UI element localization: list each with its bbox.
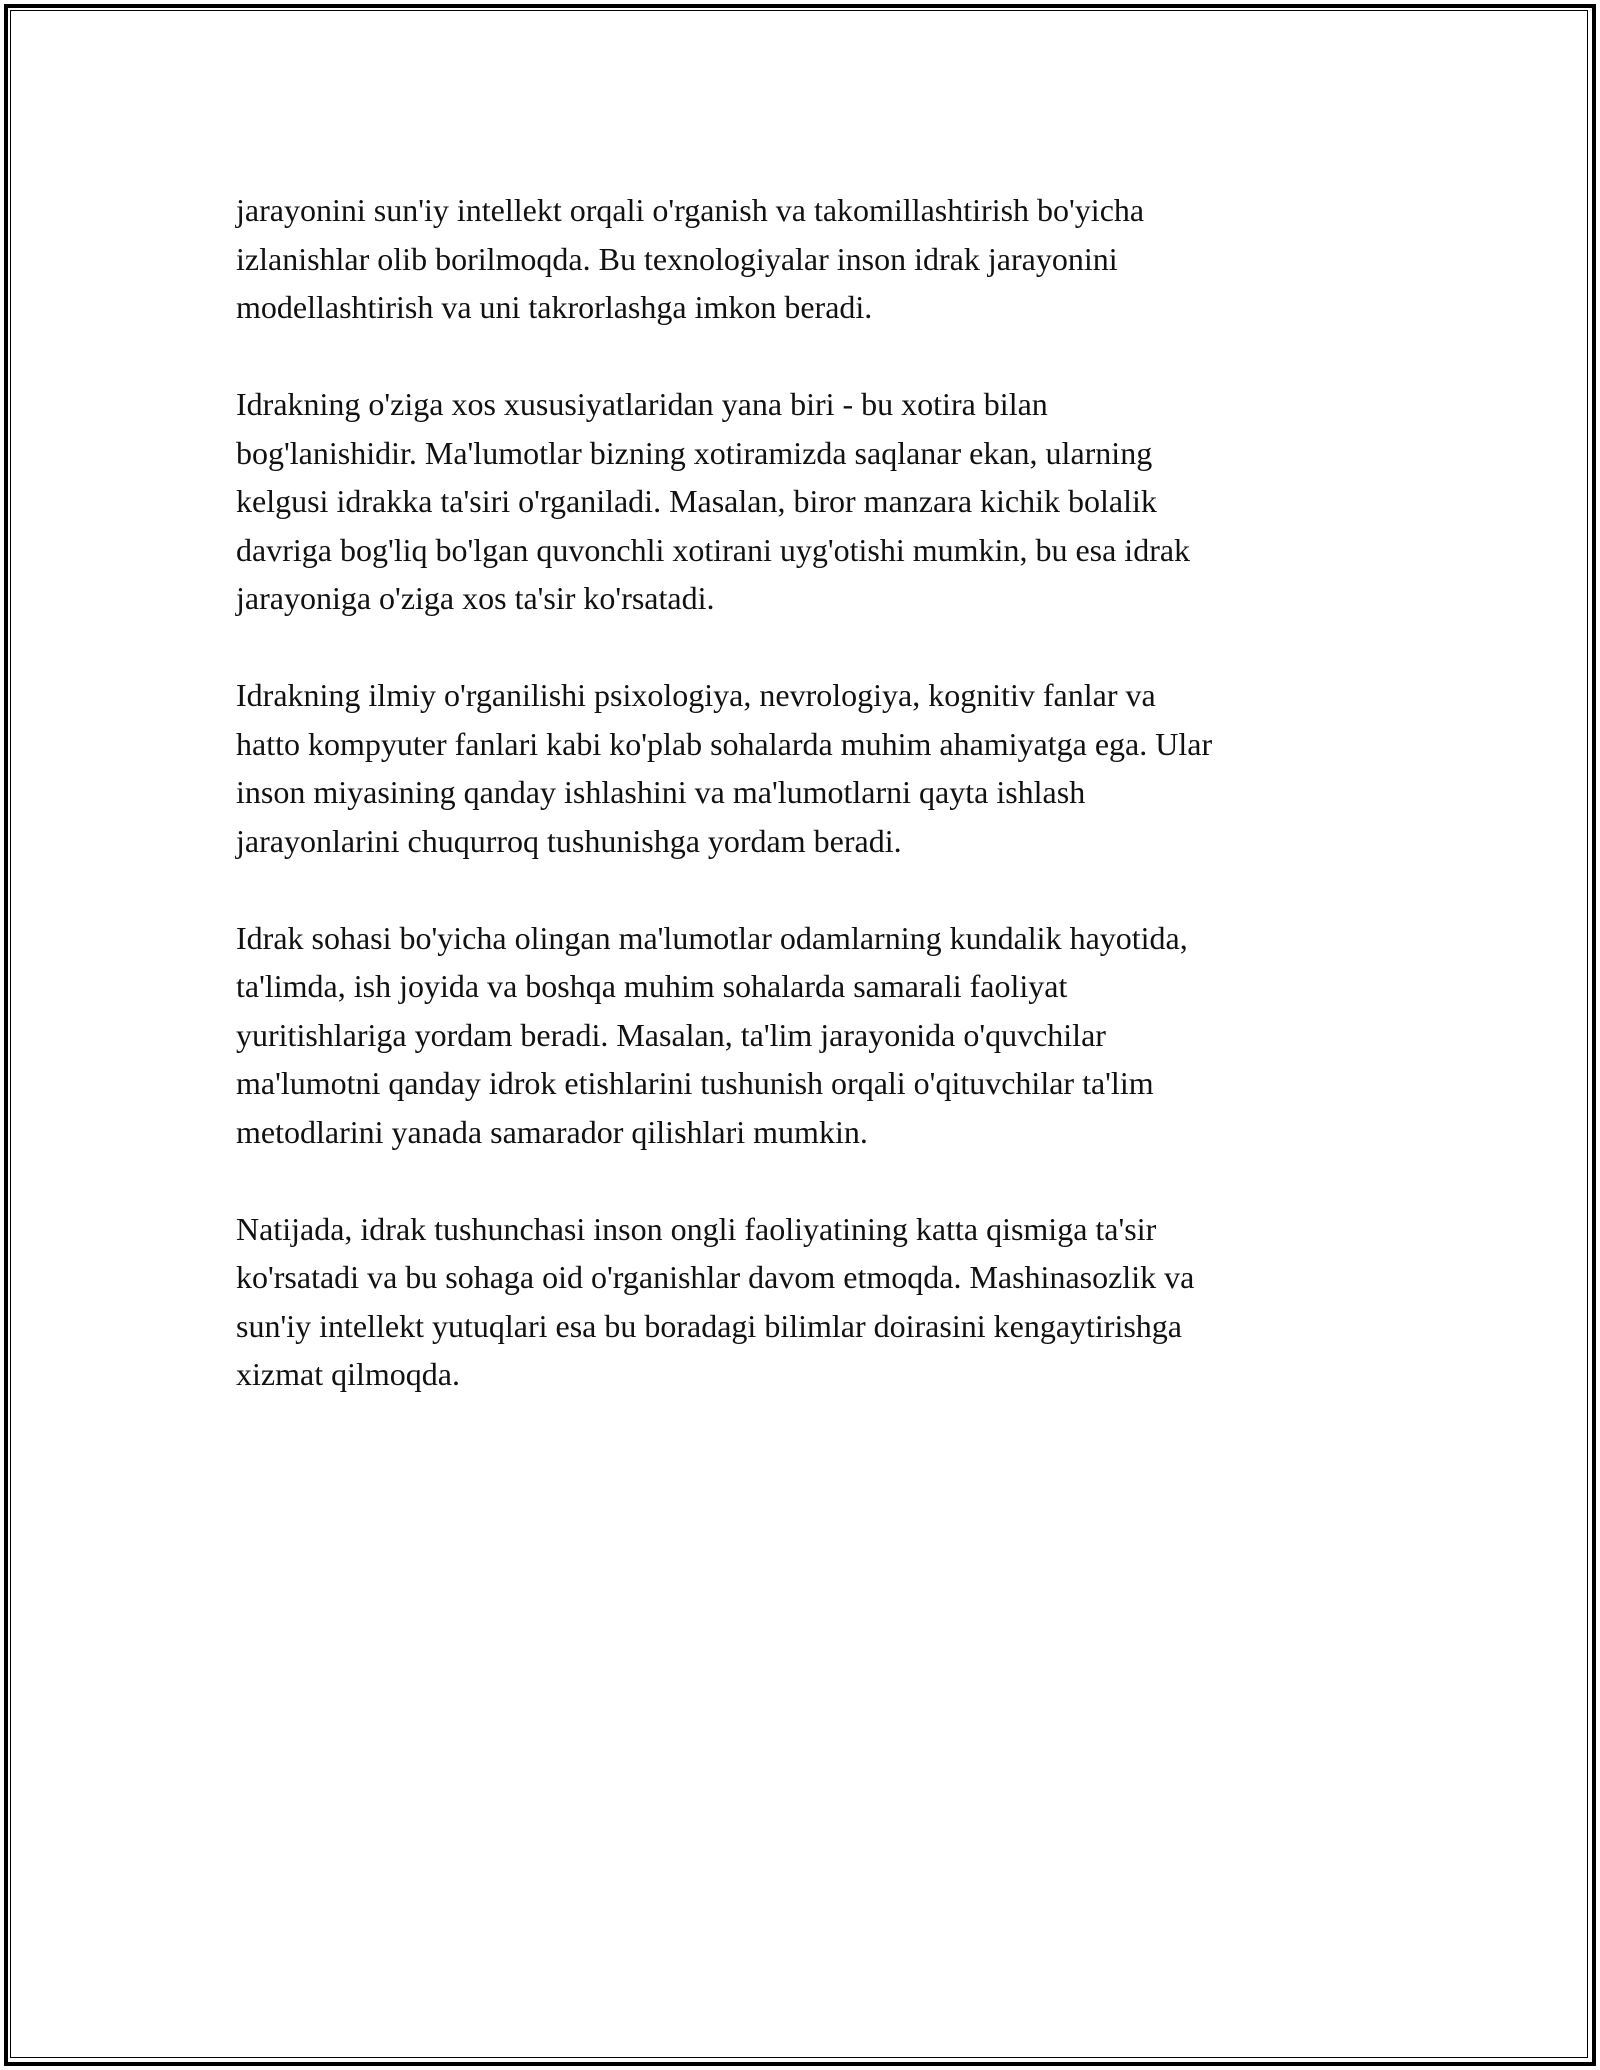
text-line: sun'iy intellekt yutuqlari esa bu boradagi bilimlar doirasini kengaytirishga xyxy=(236,1307,1182,1344)
document-body xyxy=(236,186,1386,1447)
paragraph-4 xyxy=(236,914,1386,1157)
text-line: Idrak sohasi bo'yicha olingan ma'lumotlar odamlarning kundalik hayotida, xyxy=(236,919,1188,956)
text-line: jarayonlarini chuqurroq tushunishga yordam beradi. xyxy=(236,822,902,859)
text-line: ta'limda, ish joyida va boshqa muhim sohalarda samarali faoliyat xyxy=(236,968,1068,1004)
text-line: izlanishlar olib borilmoqda. Bu texnologiyalar inson idrak jarayonini xyxy=(236,240,1118,277)
text-line: Natijada, idrak tushunchasi inson ongli faoliyatining katta qismiga ta'sir xyxy=(236,1210,1157,1247)
text-line: Idrakning o'ziga xos xususiyatlaridan yana biri - bu xotira bilan xyxy=(236,386,1048,422)
text-line: yuritishlariga yordam beradi. Masalan, ta'lim jarayonida o'quvchilar xyxy=(236,1016,1106,1053)
text-line: kelgusi idrakka ta'siri o'rganiladi. Masalan, biror manzara kichik bolalik xyxy=(236,483,1157,519)
text-line: hatto kompyuter fanlari kabi ko'plab sohalarda muhim ahamiyatga ega. Ular xyxy=(236,725,1213,762)
text-line: modellashtirish va uni takrorlashga imkon beradi. xyxy=(236,289,873,325)
text-line: jarayoniga o'ziga xos ta'sir ko'rsatadi. xyxy=(236,580,715,616)
text-line: bog'lanishidir. Ma'lumotlar bizning xotiramizda saqlanar ekan, ularning xyxy=(236,434,1153,471)
text-line: ma'lumotni qanday idrok etishlarini tushunish orqali o'qituvchilar ta'lim xyxy=(236,1065,1154,1101)
text-line: inson miyasining qanday ishlashini va ma'lumotlarni qayta ishlash xyxy=(236,774,1086,810)
paragraph-2 xyxy=(236,380,1386,623)
text-line: Idrakning ilmiy o'rganilishi psixologiya, nevrologiya, kognitiv fanlar va xyxy=(236,677,1156,713)
paragraph-1 xyxy=(236,186,1386,332)
text-line: ko'rsatadi va bu sohaga oid o'rganishlar davom etmoqda. Mashinasozlik va xyxy=(236,1259,1195,1295)
paragraph-5 xyxy=(236,1205,1386,1399)
text-line: davriga bog'liq bo'lgan quvonchli xotirani uyg'otishi mumkin, bu esa idrak xyxy=(236,531,1191,568)
text-line: metodlarini yanada samarador qilishlari mumkin. xyxy=(236,1113,868,1150)
text-line: xizmat qilmoqda. xyxy=(236,1356,460,1392)
text-line: jarayonini sun'iy intellekt orqali o'rganish va takomillashtirish bo'yicha xyxy=(236,192,1145,228)
paragraph-3 xyxy=(236,671,1386,865)
